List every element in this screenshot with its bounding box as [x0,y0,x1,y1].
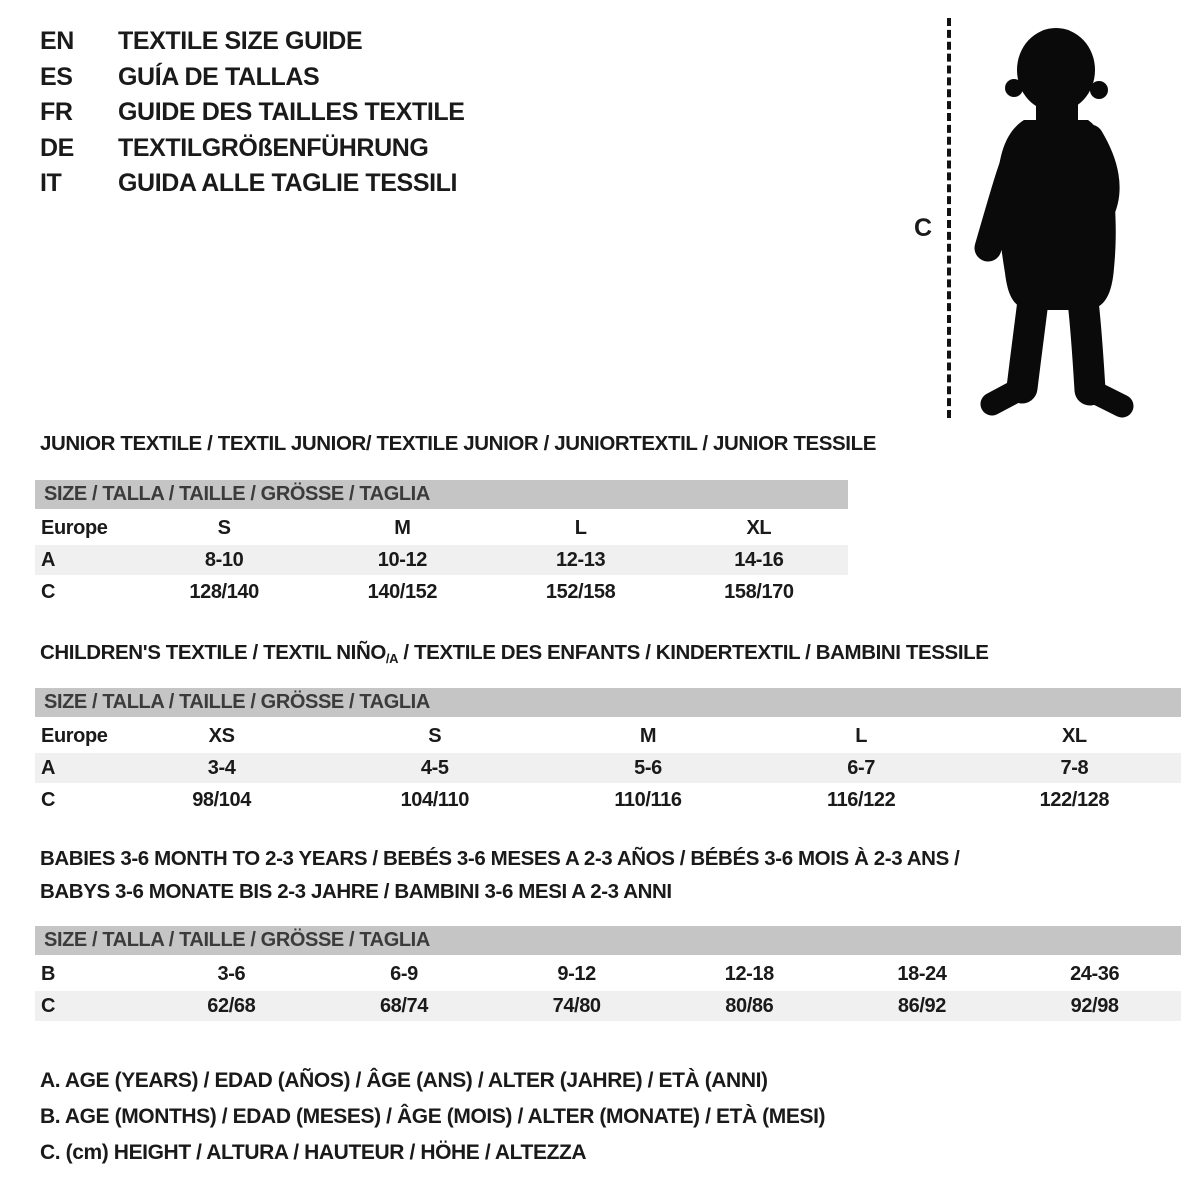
row-label: C [35,991,145,1021]
size-col-header: S [217,516,231,539]
size-col-header: L [574,516,587,539]
guide-title: TEXTILGRÖßENFÜHRUNG [118,133,429,162]
table-row-height [35,785,1181,815]
table-row-height [35,577,848,607]
table-cell: 92/98 [1008,991,1181,1021]
language-row [40,131,465,167]
row-label: C [41,788,56,811]
region-label: Europe [41,724,108,747]
guide-title: TEXTILE SIZE GUIDE [118,27,363,55]
table-cell: 152/158 [545,580,616,603]
footnote-a: A. AGE (YEARS) / EDAD (AÑOS) / ÂGE (ANS) / ALTER (JAHRE) / ETÀ (ANNI) [40,1069,768,1092]
table-cell: 12-18 [724,962,774,985]
table-cell: 9-12 [557,962,596,985]
children-title-pre: CHILDREN'S TEXTILE / TEXTIL NIÑO [40,641,386,664]
table-cell: 80/86 [663,991,836,1021]
table-cell: 116/122 [826,788,896,811]
language-title-block [40,24,465,202]
language-row [40,166,465,202]
junior-table [35,511,848,609]
babies-section-title [40,842,959,908]
junior-size-table [35,480,848,609]
row-label: B [41,962,56,985]
junior-section-title: JUNIOR TEXTILE / TEXTIL JUNIOR/ TEXTILE JUNIOR / JUNIORTEXTIL / JUNIOR TESSILE [40,432,876,455]
table-cell: 5-6 [541,753,754,783]
guide-title: GUIDE DES TAILLES TEXTILE [118,98,465,127]
measure-label-c: C [914,214,932,242]
table-row-age [35,753,1181,783]
table-cell: 86/92 [836,991,1009,1021]
children-title-sub: /A [385,651,399,666]
row-label: A [35,545,135,575]
table-header-row [35,513,848,543]
table-cell: 3-4 [115,753,328,783]
table-cell: 128/140 [189,580,259,603]
table-cell: 98/104 [192,788,251,811]
height-measure-dashed-line [947,18,951,418]
language-row [40,24,465,60]
guide-title: GUIDA ALLE TAGLIE TESSILI [118,169,458,198]
language-code: FR [40,98,73,127]
table-cell: 68/74 [318,991,491,1021]
babies-table [35,957,1181,1023]
toddler-silhouette-icon [960,8,1150,420]
table-cell: 7-8 [968,753,1181,783]
table-row-age [35,545,848,575]
table-row-height [35,991,1181,1021]
table-cell: 6-7 [755,753,968,783]
table-header-row [35,721,1181,751]
table-cell: 14-16 [670,545,848,575]
children-size-table [35,688,1181,817]
region-label: Europe [41,516,108,539]
children-table [35,719,1181,817]
table-cell: 110/116 [614,788,682,811]
language-row [40,95,465,131]
language-code: DE [40,133,74,162]
table-cell: 3-6 [217,962,246,985]
table-cell: 4-5 [328,753,541,783]
table-cell: 104/110 [400,788,469,811]
footnote-c: C. (cm) HEIGHT / ALTURA / HAUTEUR / HÖHE / ALTEZZA [40,1141,587,1164]
guide-title: GUÍA DE TALLAS [118,62,320,91]
size-col-header: XL [746,516,772,539]
size-header-bar: SIZE / TALLA / TAILLE / GRÖSSE / TAGLIA [35,926,1181,955]
table-cell: 10-12 [313,545,491,575]
size-header-bar: SIZE / TALLA / TAILLE / GRÖSSE / TAGLIA [35,480,848,509]
size-col-header: S [428,724,442,747]
size-col-header: XS [208,724,235,747]
table-cell: 12-13 [492,545,670,575]
table-cell: 62/68 [145,991,318,1021]
row-label: A [35,753,115,783]
table-cell: 122/128 [1039,788,1110,811]
footnotes-block [40,1063,825,1171]
children-section-title [40,641,989,666]
language-code: EN [40,27,74,55]
table-cell: 140/152 [367,580,438,603]
table-cell: 74/80 [490,991,663,1021]
table-cell: 24-36 [1070,962,1120,985]
row-label: C [41,580,56,603]
language-code: IT [40,169,62,198]
size-col-header: XL [1061,724,1087,747]
size-col-header: M [394,516,411,539]
table-cell: 6-9 [390,962,418,985]
table-cell: 8-10 [135,545,313,575]
language-row [40,60,465,96]
babies-title-line2: BABYS 3-6 MONATE BIS 2-3 JAHRE / BAMBINI 3-6 MESI A 2-3 ANNI [40,880,672,903]
children-title-post: / TEXTILE DES ENFANTS / KINDERTEXTIL / BAMBINI TESSILE [398,641,989,664]
table-cell: 158/170 [724,580,794,603]
size-col-header: M [639,724,657,747]
size-header-bar: SIZE / TALLA / TAILLE / GRÖSSE / TAGLIA [35,688,1181,717]
babies-size-table [35,926,1181,1023]
footnote-b: B. AGE (MONTHS) / EDAD (MESES) / ÂGE (MOIS) / ALTER (MONATE) / ETÀ (MESI) [40,1105,826,1128]
table-row-months [35,959,1181,989]
language-code: ES [40,62,73,91]
table-cell: 18-24 [897,962,947,985]
babies-title-line1: BABIES 3-6 MONTH TO 2-3 YEARS / BEBÉS 3-6 MESES A 2-3 AÑOS / BÉBÉS 3-6 MOIS À 2-3 ANS / [40,847,960,870]
size-col-header: L [855,724,868,747]
